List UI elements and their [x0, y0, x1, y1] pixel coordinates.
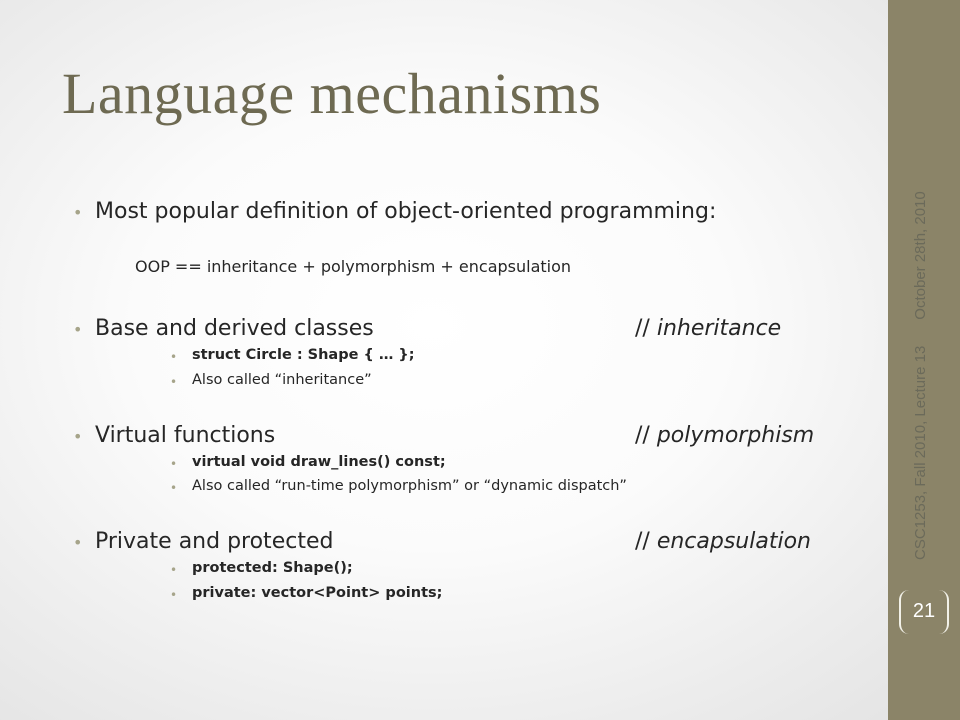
note-polymorphism: Also called “run-time polymorphism” or “dynamic dispatch”: [192, 478, 627, 494]
slide-title: Language mechanisms: [62, 61, 602, 126]
comment-inheritance: [635, 316, 781, 341]
footer-course: CSC1253, Fall 2010, Lecture 13: [912, 345, 929, 560]
page-number: 21: [899, 590, 949, 634]
oop-equation: OOP == inheritance + polymorphism + encapsulation: [135, 257, 572, 276]
bullet-icon: •: [73, 320, 83, 339]
sub-bullet-icon: •: [170, 588, 178, 602]
footer-date: October 28th, 2010: [912, 191, 929, 320]
note-inheritance: Also called “inheritance”: [192, 372, 372, 388]
comment-word: polymorphism: [656, 423, 815, 448]
code-private-points: private: vector<Point> points;: [192, 585, 443, 601]
comment-prefix: //: [635, 316, 657, 341]
bullet-text-virtual-functions: Virtual functions: [95, 423, 276, 448]
bullet-text-oop-definition: Most popular definition of object-oriented programming:: [95, 199, 717, 224]
sub-bullet-icon: •: [170, 563, 178, 577]
comment-encapsulation: [635, 529, 811, 554]
bullet-icon: •: [73, 533, 83, 552]
sub-bullet-icon: •: [170, 350, 178, 364]
sub-bullet-icon: •: [170, 481, 178, 495]
sub-bullet-icon: •: [170, 375, 178, 389]
comment-word: encapsulation: [656, 529, 811, 554]
code-struct-circle: struct Circle : Shape { … };: [192, 347, 415, 363]
bullet-icon: •: [73, 427, 83, 446]
comment-polymorphism: [635, 423, 814, 448]
comment-word: inheritance: [656, 316, 782, 341]
code-virtual-draw-lines: virtual void draw_lines() const;: [192, 454, 446, 470]
bullet-text-private-protected: Private and protected: [95, 529, 334, 554]
bullet-text-base-derived: Base and derived classes: [95, 316, 374, 341]
footer-vertical: [912, 160, 929, 560]
code-protected-shape: protected: Shape();: [192, 560, 353, 576]
comment-prefix: //: [635, 529, 657, 554]
sub-bullet-icon: •: [170, 457, 178, 471]
bullet-icon: •: [73, 203, 83, 222]
comment-prefix: //: [635, 423, 657, 448]
